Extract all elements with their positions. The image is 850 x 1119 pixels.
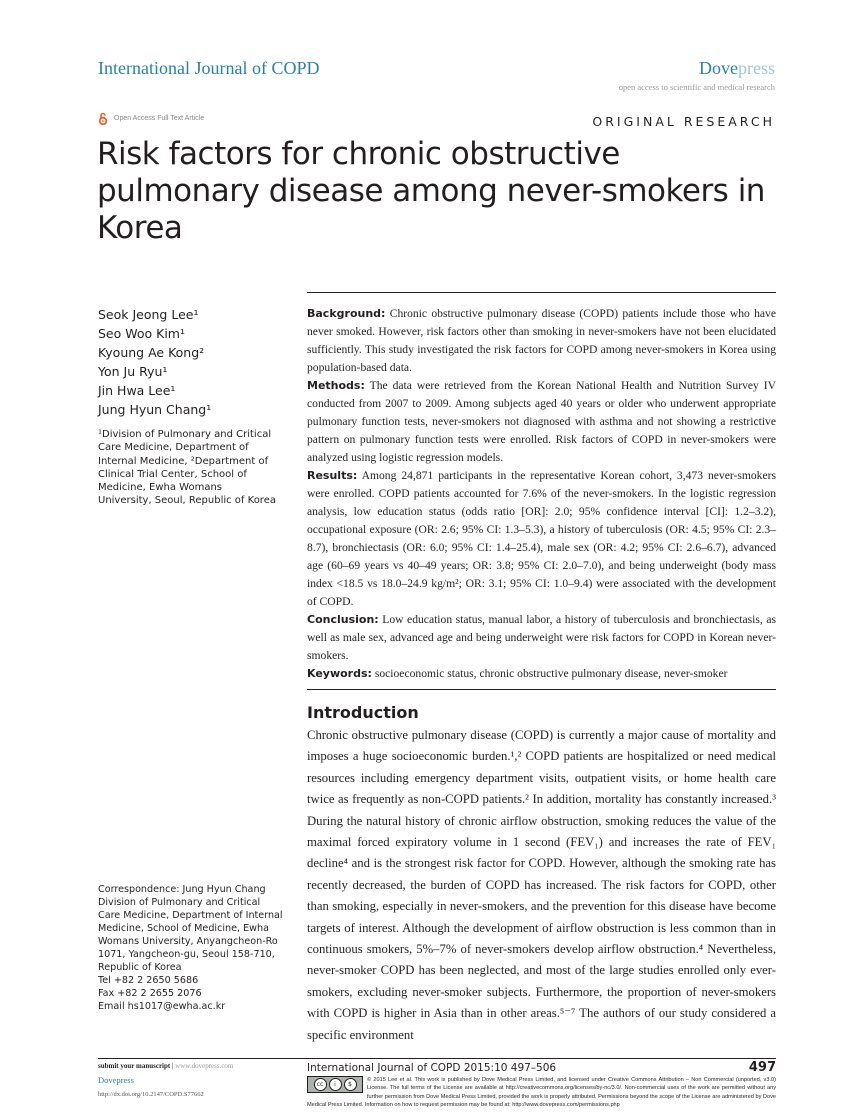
- section-text: The data were retrieved from the Korean National Health and Nutrition Survey IV conducted from 2007 to 2009. Among subjects aged 40 years or older who underwent appropriate pulmonary function tests, never-smokers not diagnosed with asthma and not showing a restrictive pattern on pulmonary function tests were enrolled. Risk factors of COPD in never-smokers were analyzed using logistic regression models.: [307, 379, 776, 464]
- citation: International Journal of COPD 2015:10 497–506: [307, 1062, 557, 1075]
- abstract-results: [307, 467, 776, 611]
- article-type: ORIGINAL RESEARCH: [592, 114, 775, 129]
- page-number: 497: [748, 1060, 776, 1076]
- correspondence-line: Care Medicine, Department of Internal: [98, 910, 283, 921]
- correspondence-line: Medicine, School of Medicine, Ewha: [98, 923, 269, 934]
- abstract-methods: [307, 377, 776, 467]
- keywords: [307, 665, 776, 683]
- submit-url[interactable]: www.dovepress.com: [175, 1062, 234, 1071]
- publisher-logo-dove: Dove: [699, 58, 738, 78]
- by-icon: i: [329, 1078, 342, 1091]
- affiliations: ¹Division of Pulmonary and Critical Care Medicine, Department of Internal Medicine, ²Department of Clinical Trial Center, School of Medicine, Ewha Womans University, Seoul, Republic of Korea: [98, 429, 276, 507]
- footer-left: [98, 1061, 293, 1099]
- submit-label: submit your manuscript: [98, 1062, 171, 1071]
- footer-right: [307, 1059, 776, 1109]
- correspondence-line: 1071, Yangcheon-gu, Seoul 158-710,: [98, 949, 275, 960]
- submit-manuscript[interactable]: submit your manuscript | www.dovepress.com: [98, 1062, 234, 1071]
- author: Jin Hwa Lee¹: [98, 383, 176, 398]
- abstract: [307, 305, 776, 683]
- abstract-background: [307, 305, 776, 377]
- introduction-body: Chronic obstructive pulmonary disease (COPD) is currently a major cause of mortality and imposes a huge socioeconomic burden.¹,² COPD patients are hospitalized or need medical resources including emergency department visits, outpatient visits, or home health care twice as frequently as non-COPD patients.² In addition, mortality has constantly increased.³ During the natural history of chronic airflow obstruction, smoking reduces the value of the maximal forced expiratory volume in 1 second (FEV₁) and increases the rate of FEV₁ decline⁴ and is the strongest risk factor for COPD. However, although the smoking rate has recently decreased, the burden of COPD has increased. The risk factors for COPD, other than smoking, especially in never-smokers, and the prevention for this disease have become targets of interest. Although the development of airflow obstruction is less common than in continuous smokers, 5%–7% of never-smokers develop airflow obstruction.⁴ Nevertheless, never-smoker COPD has been neglected, and most of the large studies enrolled only ever-smokers, excluding never-smoker subjects. Furthermore, the proportion of never-smokers with COPD is higher in Asia than in other areas.⁵⁻⁷ The authors of our study considered a specific environment: [307, 728, 776, 1042]
- license-text: © 2015 Lee et al. This work is published by Dove Medical Press Limited, and licensed under Creative Commons Attribution – Non Commercial (unported, v3.0) License. The full terms of the License are available at http://creativecommons.org/licenses/by-nc/3.0/. Non-commercial uses of the work are permitted without any further permission from Dove Medical Press Limited, provided the work is properly attributed. Permissions beyond the scope of the License are administered by Dove Medical Press Limited. Information on how to request permission may be found at: http://www.dovepress.com/permissions.php: [307, 1077, 776, 1108]
- section-label: Conclusion:: [307, 613, 379, 626]
- section-label: Background:: [307, 307, 386, 320]
- open-access-label: [98, 112, 204, 125]
- citation-row: [307, 1061, 776, 1075]
- correspondence-line: Tel +82 2 2650 5686: [98, 975, 199, 986]
- open-access-lock-icon: [98, 112, 108, 125]
- section-text: Among 24,871 participants in the representative Korean cohort, 3,473 never-smokers were enrolled. COPD patients accounted for 7.6% of the never-smokers. In the logistic regression analysis, low education status (odds ratio [OR]: 2.0; 95% confidence interval [CI]: 1.2–3.2), occupational exposure (OR: 2.6; 95% CI: 1.3–5.3), a history of tuberculosis (OR: 4.5; 95% CI: 2.3–8.7), bronchiectasis (OR: 6.0; 95% CI: 1.4–25.4), male sex (OR: 4.2; 95% CI: 2.6–6.7), advanced age (60–69 years vs 40–49 years; OR: 3.8; 95% CI: 2.0–7.0), and being underweight (body mass index <18.5 vs 18.0–24.9 kg/m²; OR: 3.1; 95% CI: 1.0–9.4) were associated with the development of COPD.: [307, 469, 776, 608]
- correspondence: [98, 883, 283, 1013]
- author: Yon Ju Ryu¹: [98, 364, 168, 379]
- publisher-logo: [699, 58, 775, 79]
- abstract-top-rule: [307, 292, 776, 293]
- introduction-heading: Introduction: [307, 703, 419, 722]
- abstract-bottom-rule: [307, 689, 776, 690]
- abstract-conclusion: [307, 611, 776, 665]
- page-footer: [98, 1058, 776, 1119]
- journal-name: International Journal of COPD: [98, 58, 320, 78]
- section-label: Methods:: [307, 379, 365, 392]
- open-access-text: Open Access Full Text Article: [114, 115, 205, 122]
- section-text: socioeconomic status, chronic obstructive pulmonary disease, never-smoker: [371, 667, 728, 680]
- author-list: [98, 305, 211, 419]
- correspondence-line: Fax +82 2 2655 2076: [98, 988, 202, 999]
- author: Jung Hyun Chang¹: [98, 402, 212, 417]
- correspondence-line: Correspondence: Jung Hyun Chang: [98, 884, 266, 895]
- nc-icon: $: [344, 1078, 357, 1091]
- section-text: Low education status, manual labor, a history of tuberculosis and bronchiectasis, as well as male sex, advanced age and being underweight were risk factors for COPD in Korean never-smokers.: [307, 613, 776, 662]
- cc-icon: cc: [314, 1078, 327, 1091]
- correspondence-line: Division of Pulmonary and Critical: [98, 897, 261, 908]
- section-label: Keywords:: [307, 667, 372, 680]
- article-title: Risk factors for chronic obstructive pulmonary disease among never-smokers in Korea: [97, 136, 765, 246]
- correspondence-line: Womans University, Anyangcheon-Ro: [98, 936, 278, 947]
- author: Kyoung Ae Kong²: [98, 345, 205, 360]
- correspondence-line: Republic of Korea: [98, 962, 182, 973]
- license-block: [307, 1076, 776, 1109]
- author: Seok Jeong Lee¹: [98, 307, 199, 322]
- publisher-logo-press: press: [738, 58, 775, 78]
- publisher-tagline: open access to scientific and medical research: [618, 82, 775, 92]
- doi-link[interactable]: http://dx.doi.org/10.2147/COPD.S77662: [98, 1091, 204, 1099]
- cc-license-badge-icon[interactable]: [307, 1076, 363, 1093]
- section-label: Results:: [307, 469, 358, 482]
- author: Seo Woo Kim¹: [98, 326, 185, 341]
- footer-dovepress: Dovepress: [98, 1075, 134, 1086]
- correspondence-email: Email hs1017@ewha.ac.kr: [98, 1001, 226, 1012]
- section-text: Chronic obstructive pulmonary disease (COPD) patients include those who have never smoked. However, risk factors other than smoking in never-smokers have not been elucidated sufficiently. This study investigated the risk factors for COPD among never-smokers in Korea using population-based data.: [307, 307, 776, 374]
